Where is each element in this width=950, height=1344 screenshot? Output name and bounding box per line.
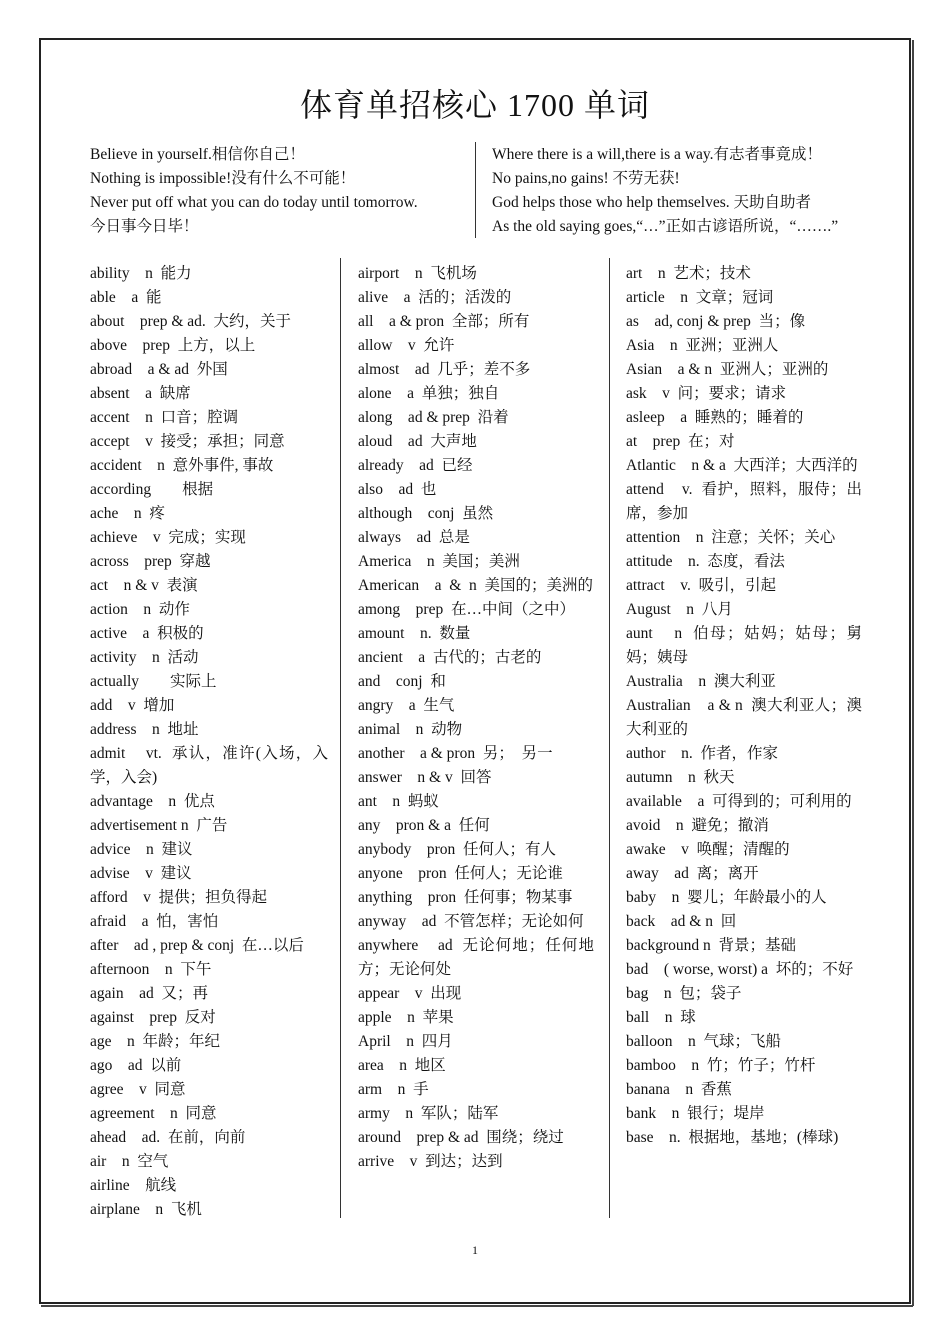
vocab-entry: angry a 生气 (358, 697, 455, 714)
vocab-entry: act n & v 表演 (90, 577, 198, 594)
vocab-entry: after ad , prep & conj 在…以后 (90, 937, 304, 954)
vocab-entry: author n. 作者，作家 (626, 745, 778, 762)
page-title: 体育单招核心 1700 单词 (299, 87, 650, 123)
vocab-entry: absent a 缺席 (90, 385, 191, 402)
vocab-entry: Asia n 亚洲；亚洲人 (626, 337, 779, 354)
vocab-entry: April n 四月 (358, 1033, 453, 1050)
vocab-entry: awake v 唤醒；清醒的 (626, 841, 790, 858)
motto-line: Believe in yourself.相信你自己！ (90, 146, 305, 163)
vocab-entry: anyone pron 任何人；无论谁 (358, 865, 563, 882)
vocab-entry: active a 积极的 (90, 625, 204, 642)
vocab-entry: ancient a 古代的；古老的 (358, 649, 542, 666)
vocab-entry: background n 背景；基础 (626, 937, 797, 954)
vocab-entry: avoid n 避免；撤消 (626, 817, 769, 834)
vocab-entry: bank n 银行；堤岸 (626, 1105, 765, 1122)
vocab-entry: arrive v 到达；达到 (358, 1153, 503, 1170)
vocab-entry: ability n 能力 (90, 265, 192, 282)
vocab-entry: almost ad 几乎；差不多 (358, 361, 531, 378)
vocab-column-1 (90, 262, 328, 1222)
vocab-entry: anything pron 任何事；物某事 (358, 889, 573, 906)
vocab-entry: asleep a 睡熟的；睡着的 (626, 409, 804, 426)
vocab-entry: activity n 活动 (90, 649, 199, 666)
vocab-entry: back ad & n 回 (626, 913, 737, 930)
column-divider (340, 258, 341, 1218)
vocab-entry: airplane n 飞机 (90, 1201, 202, 1218)
vocab-entry: agreement n 同意 (90, 1105, 217, 1122)
vocab-entry: and conj 和 (358, 673, 446, 690)
vocab-entry: answer n & v 回答 (358, 769, 492, 786)
vocab-entry: available a 可得到的；可利用的 (626, 793, 852, 810)
vocab-entry: attention n 注意；关怀；关心 (626, 529, 836, 546)
column-divider (609, 258, 610, 1218)
vocab-entry: Australia n 澳大利亚 (626, 673, 776, 690)
vocab-entry: August n 八月 (626, 601, 733, 618)
vocab-entry: balloon n 气球；飞船 (626, 1033, 781, 1050)
vocab-entry: appear v 出现 (358, 985, 462, 1002)
vocab-entry: apple n 苹果 (358, 1009, 454, 1026)
vocab-entry: accept v 接受；承担；同意 (90, 433, 285, 450)
vocab-entry: able a 能 (90, 289, 162, 306)
vocab-entry: around prep & ad 围绕；绕过 (358, 1129, 564, 1146)
vocab-entry: among prep 在…中间（之中） (358, 601, 575, 618)
vocab-entry: ball n 球 (626, 1009, 696, 1026)
vocab-entry: according 根据 (90, 481, 214, 498)
vocab-entry: always ad 总是 (358, 529, 470, 546)
vocab-entry: ant n 蚂蚁 (358, 793, 439, 810)
vocab-entry: add v 增加 (90, 697, 175, 714)
vocab-entry: advantage n 优点 (90, 793, 215, 810)
vocab-entry: above prep 上方，以上 (90, 337, 256, 354)
vocab-entry: America n 美国；美洲 (358, 553, 520, 570)
motto-line: 今日事今日毕！ (90, 218, 199, 235)
vocab-entry: although conj 虽然 (358, 505, 494, 522)
vocab-entry: afraid a 怕，害怕 (90, 913, 219, 930)
vocab-entry: animal n 动物 (358, 721, 463, 738)
vocab-entry: age n 年龄；年纪 (90, 1033, 221, 1050)
vocab-entry: American a & n 美国的；美洲的 (358, 577, 594, 594)
page-border-shadow-right (912, 40, 914, 1306)
vocab-entry: bad ( worse, worst) a 坏的；不好 (626, 961, 854, 978)
vocab-entry: at prep 在；对 (626, 433, 735, 450)
vocab-entry: airline 航线 (90, 1177, 177, 1194)
vocab-entry: again ad 又；再 (90, 985, 208, 1002)
vocab-entry: Atlantic n & a 大西洋；大西洋的 (626, 457, 858, 474)
vocab-entry: arm n 手 (358, 1081, 429, 1098)
vocab-entry: all a & pron 全部；所有 (358, 313, 530, 330)
vocab-entry: anybody pron 任何人；有人 (358, 841, 557, 858)
vocab-entry: aloud ad 大声地 (358, 433, 477, 450)
vocab-entry: also ad 也 (358, 481, 437, 498)
vocab-entry: attract v. 吸引，引起 (626, 577, 777, 594)
vocab-entry: air n 空气 (90, 1153, 169, 1170)
vocab-entry: Australian a & n 澳大利亚人；澳大利亚的 (626, 697, 862, 738)
vocab-entry: action n 动作 (90, 601, 190, 618)
vocab-entry: ask v 问；要求；请求 (626, 385, 787, 402)
vocab-entry: area n 地区 (358, 1057, 446, 1074)
vocab-entry: as ad, conj & prep 当；像 (626, 313, 806, 330)
vocab-entry: another a & pron 另； 另一 (358, 745, 553, 762)
vocab-entry: advise v 建议 (90, 865, 192, 882)
motto-left-block (90, 143, 418, 239)
vocab-entry: admit vt. 承认，准许(入场，入学，入会) (90, 745, 328, 786)
vocab-entry: accident n 意外事件, 事故 (90, 457, 274, 474)
page-border-shadow-bottom (41, 1305, 913, 1307)
vocab-entry: against prep 反对 (90, 1009, 216, 1026)
vocab-entry: Asian a & n 亚洲人；亚洲的 (626, 361, 829, 378)
vocab-entry: already ad 已经 (358, 457, 473, 474)
vocab-entry: any pron & a 任何 (358, 817, 490, 834)
vocab-entry: autumn n 秋天 (626, 769, 735, 786)
vocab-entry: article n 文章；冠词 (626, 289, 774, 306)
motto-line: Nothing is impossible!没有什么不可能！ (90, 170, 356, 187)
vocab-entry: ahead ad. 在前，向前 (90, 1129, 246, 1146)
vocab-entry: bamboo n 竹；竹子；竹杆 (626, 1057, 816, 1074)
vocab-entry: address n 地址 (90, 721, 199, 738)
vocab-entry: abroad a & ad 外国 (90, 361, 228, 378)
vocab-entry: ache n 疼 (90, 505, 165, 522)
motto-divider (475, 142, 476, 238)
vocab-entry: advertisement n 广告 (90, 817, 228, 834)
vocab-entry: alive a 活的；活泼的 (358, 289, 512, 306)
motto-line: No pains,no gains! 不劳无获! (492, 170, 680, 187)
motto-line: As the old saying goes,“…”正如古谚语所说，“…….” (492, 218, 839, 235)
vocab-entry: across prep 穿越 (90, 553, 211, 570)
vocab-column-2 (358, 262, 594, 1174)
vocab-column-3 (626, 262, 862, 1150)
vocab-entry: alone a 单独；独自 (358, 385, 500, 402)
vocab-entry: attend v. 看护，照料，服侍；出席，参加 (626, 481, 862, 522)
vocab-entry: ago ad 以前 (90, 1057, 182, 1074)
page-number: 1 (472, 1243, 478, 1257)
vocab-entry: advice n 建议 (90, 841, 193, 858)
vocab-entry: aunt n 伯母；姑妈；姑母；舅妈；姨母 (626, 625, 862, 666)
vocab-entry: army n 军队；陆军 (358, 1105, 499, 1122)
vocab-entry: actually 实际上 (90, 673, 217, 690)
vocab-entry: allow v 允许 (358, 337, 455, 354)
vocab-entry: anyway ad 不管怎样；无论如何 (358, 913, 584, 930)
vocab-entry: amount n. 数量 (358, 625, 471, 642)
vocab-entry: base n. 根据地，基地；(棒球) (626, 1129, 839, 1146)
vocab-entry: along ad & prep 沿着 (358, 409, 509, 426)
vocab-entry: baby n 婴儿；年龄最小的人 (626, 889, 827, 906)
vocab-entry: agree v 同意 (90, 1081, 186, 1098)
vocab-entry: bag n 包；袋子 (626, 985, 742, 1002)
motto-right-block (492, 143, 838, 239)
vocab-entry: anywhere ad 无论何地；任何地方；无论何处 (358, 937, 594, 978)
vocab-entry: accent n 口音；腔调 (90, 409, 239, 426)
motto-line: Where there is a will,there is a way.有志者事竟成！ (492, 146, 822, 163)
vocab-entry: airport n 飞机场 (358, 265, 477, 282)
vocab-entry: banana n 香蕉 (626, 1081, 732, 1098)
vocab-entry: attitude n. 态度，看法 (626, 553, 785, 570)
vocab-entry: achieve v 完成；实现 (90, 529, 246, 546)
vocab-entry: away ad 离；离开 (626, 865, 759, 882)
vocab-entry: art n 艺术；技术 (626, 265, 751, 282)
vocab-entry: about prep & ad. 大约，关于 (90, 313, 292, 330)
motto-line: Never put off what you can do today until tomorrow. (90, 194, 418, 211)
vocab-entry: afternoon n 下午 (90, 961, 212, 978)
motto-line: God helps those who help themselves. 天助自助者 (492, 194, 812, 211)
vocab-entry: afford v 提供；担负得起 (90, 889, 268, 906)
